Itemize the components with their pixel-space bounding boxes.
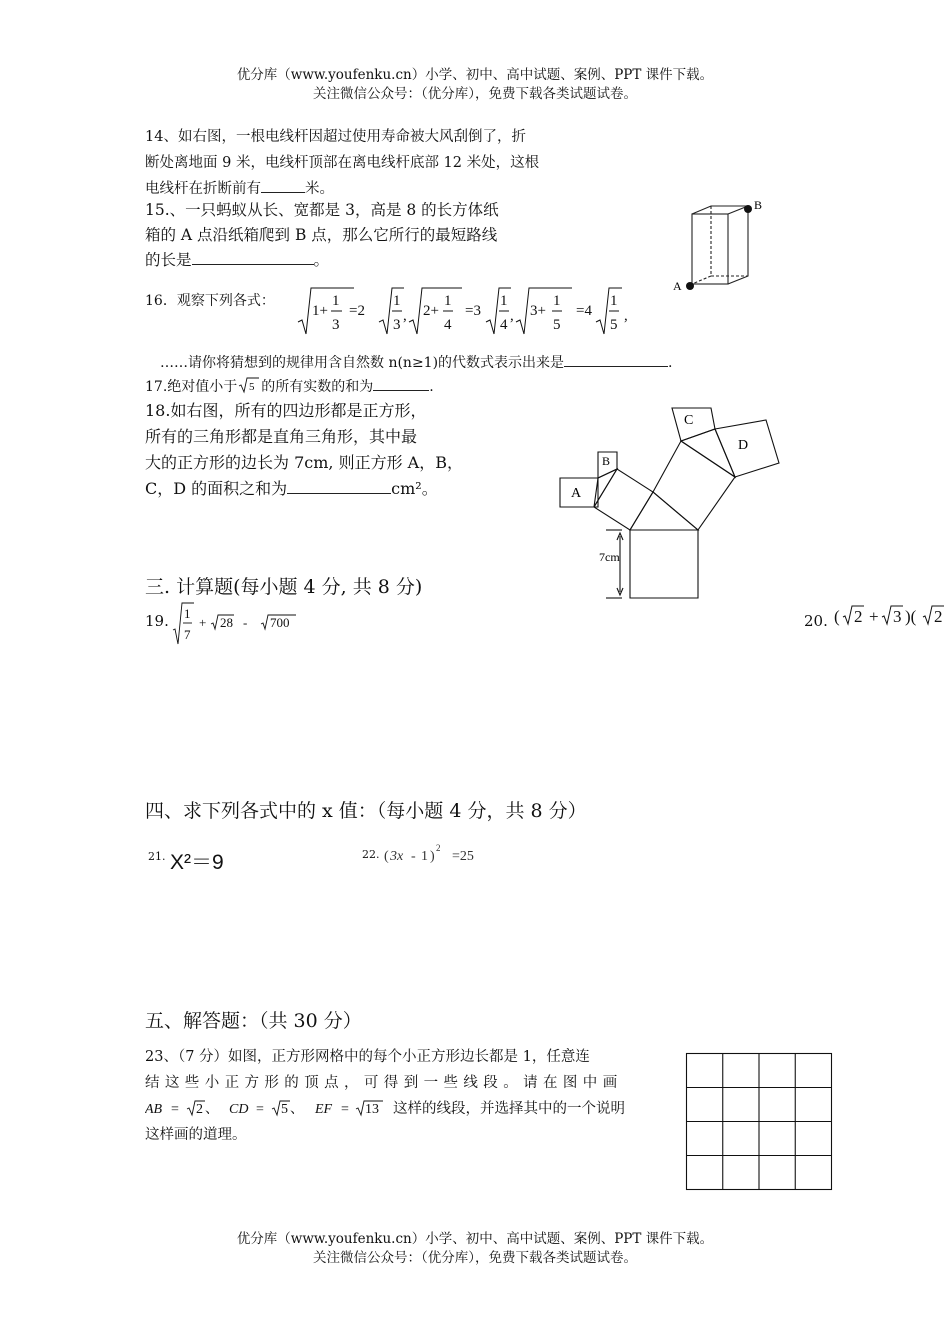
svg-text:3+: 3+ — [530, 303, 546, 319]
svg-text:2+: 2+ — [423, 303, 439, 319]
q15-answer-blank[interactable] — [192, 248, 314, 265]
q23-line-4: 这样画的道理。 — [145, 1127, 247, 1143]
svg-text:1: 1 — [393, 293, 401, 309]
q23-line-3 — [145, 1096, 673, 1122]
svg-text:,: , — [403, 308, 407, 324]
q18-answer-blank[interactable] — [287, 477, 391, 494]
q15-end: 。 — [313, 251, 330, 269]
svg-text:=4: =4 — [576, 303, 592, 319]
q17-end: . — [429, 379, 434, 395]
svg-text:(: ( — [834, 607, 840, 626]
svg-text:2: 2 — [196, 1102, 203, 1117]
q18-unit: cm²。 — [391, 479, 438, 498]
q16-answer-blank[interactable] — [564, 350, 668, 367]
label-c: C — [684, 413, 694, 428]
q17-text-2: 的所有实数的和为 — [261, 379, 374, 395]
q16-end: . — [668, 355, 673, 371]
q19-label: 19. — [145, 612, 169, 630]
q14-text: 电线杆在折断前有 — [145, 181, 261, 197]
largest-square — [630, 530, 698, 598]
question-18 — [145, 398, 505, 502]
q16-line-2 — [160, 350, 673, 372]
q15-text: 的长是 — [145, 251, 192, 269]
q14-answer-blank[interactable] — [261, 176, 305, 193]
square-c — [672, 408, 715, 441]
svg-text:5: 5 — [281, 1102, 288, 1117]
svg-text:、: 、 — [205, 1102, 219, 1117]
svg-text:1: 1 — [444, 293, 452, 309]
header-line-1: 优分库（www.youfenku.cn）小学、初中、高中试题、案例、PPT 课件下载。 — [236, 67, 714, 83]
q18-line-4 — [145, 476, 505, 502]
point-b-label: B — [754, 198, 763, 212]
section-4-title: 四、求下列各式中的 x 值：（每小题 4 分，共 8 分） — [145, 800, 587, 822]
svg-text:4: 4 — [500, 317, 508, 333]
svg-text:)(: )( — [905, 607, 917, 626]
footer-line-2: 关注微信公众号：（优分库），免费下载各类试题试卷。 — [313, 1250, 637, 1266]
svg-text:1: 1 — [610, 293, 618, 309]
svg-text:3x: 3x — [390, 849, 404, 864]
q23-segment-formula — [145, 1097, 393, 1119]
svg-text:4: 4 — [444, 317, 452, 333]
svg-text:=25: =25 — [452, 849, 474, 864]
svg-text:EF: EF — [315, 1102, 333, 1117]
q18-line-3: 大的正方形的边长为 7cm, 则正方形 A，B， — [145, 453, 463, 472]
q15-line-2: 箱的 A 点沿纸箱爬到 B 点，那么它所行的最短路线 — [145, 226, 498, 244]
svg-text:7: 7 — [184, 627, 191, 642]
svg-text:1: 1 — [332, 293, 340, 309]
point-a-label: A — [673, 279, 682, 293]
q15-line-3 — [145, 248, 585, 273]
q14-line-1: 14、如右图，一根电线杆因超过使用寿命被大风刮倒了，折 — [145, 129, 526, 145]
svg-text:-: - — [411, 849, 416, 864]
svg-text:3: 3 — [332, 317, 340, 333]
footer — [0, 1230, 950, 1268]
q18-line-1: 18.如右图，所有的四边形都是正方形， — [145, 401, 427, 420]
svg-text:,: , — [510, 308, 514, 324]
q20-label: 20. — [804, 612, 828, 630]
question-17 — [145, 374, 434, 396]
svg-text:1: 1 — [184, 606, 191, 621]
q17-text: 17.绝对值小于 — [145, 379, 238, 395]
svg-text:2: 2 — [854, 607, 863, 626]
header-line-2: 关注微信公众号：（优分库），免费下载各类试题试卷。 — [313, 86, 637, 102]
q18-line-2: 所有的三角形都是直角三角形，其中最 — [145, 427, 418, 446]
q19-formula — [172, 600, 304, 648]
q14-line-2: 断处离地面 9 米，电线杆顶部在离电线杆底部 12 米处，这根 — [145, 155, 540, 171]
svg-text:=: = — [341, 1102, 349, 1117]
cuboid-figure — [666, 196, 770, 296]
svg-text:1: 1 — [500, 293, 508, 309]
point-a-dot — [686, 282, 694, 290]
header — [0, 66, 950, 104]
svg-text:=: = — [171, 1102, 179, 1117]
q23-text: 这样的线段，并选择其中的一个说明 — [393, 1101, 625, 1117]
svg-text:1: 1 — [553, 293, 561, 309]
svg-text:,: , — [624, 308, 628, 324]
label-d: D — [738, 438, 749, 453]
cuboid-front-face — [692, 214, 728, 284]
pythagoras-tree-figure — [550, 400, 790, 605]
svg-text:3: 3 — [893, 607, 902, 626]
svg-text:-: - — [243, 615, 248, 630]
question-14 — [145, 124, 605, 202]
svg-text:(: ( — [384, 849, 389, 864]
q17-answer-blank[interactable] — [373, 374, 429, 391]
q22-label: 22. — [362, 848, 380, 861]
cuboid-top-face — [692, 206, 748, 214]
svg-text:5: 5 — [610, 317, 618, 333]
q16-formulas — [296, 284, 646, 340]
square-grid[interactable] — [685, 1052, 835, 1192]
cuboid-hidden-edge — [692, 276, 711, 284]
svg-text:=2: =2 — [349, 303, 365, 319]
q22-formula — [382, 842, 488, 868]
svg-text:13: 13 — [365, 1102, 379, 1117]
section-5-title: 五、解答题：（共 30 分） — [145, 1010, 362, 1032]
q21-label: 21. — [148, 850, 166, 863]
svg-text:1+: 1+ — [312, 303, 328, 319]
q21-expression: X²＝9 — [170, 851, 224, 874]
svg-text:1: 1 — [421, 849, 428, 864]
cuboid-right-face — [728, 206, 748, 284]
svg-text:5: 5 — [249, 381, 255, 393]
q23-line-1: 23、（7 分）如图，正方形网格中的每个小正方形边长都是 1，任意连 — [145, 1049, 590, 1065]
square-right — [653, 441, 735, 530]
sqrt5-formula — [237, 376, 261, 394]
svg-text:3: 3 — [393, 317, 401, 333]
section-3-title: 三. 计算题(每小题 4 分, 共 8 分) — [145, 576, 423, 598]
right-triangle — [630, 492, 698, 530]
svg-text:2: 2 — [934, 607, 943, 626]
svg-text:): ) — [430, 849, 435, 864]
svg-text:、: 、 — [290, 1102, 304, 1117]
question-15 — [145, 198, 585, 273]
question-23 — [145, 1044, 673, 1148]
footer-line-1: 优分库（www.youfenku.cn）小学、初中、高中试题、案例、PPT 课件下载。 — [236, 1231, 714, 1247]
svg-text:5: 5 — [553, 317, 561, 333]
q18-text: C，D 的面积之和为 — [145, 479, 288, 498]
svg-text:CD: CD — [229, 1102, 249, 1117]
q20-formula — [832, 600, 950, 632]
label-b: B — [602, 454, 611, 468]
q14-unit: 米。 — [305, 181, 334, 197]
q23-line-2: 结这些小正方形的顶点，可得到一些线段。请在图中画 — [145, 1075, 623, 1091]
svg-text:=3: =3 — [465, 303, 481, 319]
svg-text:28: 28 — [220, 615, 233, 630]
q16-text: ……请你将猜想到的规律用含自然数 n(n≥1)的代数式表示出来是 — [160, 355, 565, 371]
small-triangle-right — [681, 429, 735, 477]
svg-text:+: + — [199, 615, 207, 630]
q16-label: 16．观察下列各式： — [145, 293, 275, 309]
q15-line-1: 15.、一只蚂蚁从长、宽都是 3，高是 8 的长方体纸 — [145, 201, 499, 219]
svg-text:=: = — [256, 1102, 264, 1117]
svg-text:AB: AB — [145, 1102, 163, 1117]
square-left — [594, 469, 653, 530]
svg-text:700: 700 — [270, 615, 290, 630]
label-a: A — [571, 486, 582, 501]
svg-text:+: + — [869, 607, 879, 626]
svg-text:2: 2 — [436, 843, 441, 853]
point-b-dot — [744, 205, 752, 213]
label-7cm: 7cm — [599, 550, 620, 564]
